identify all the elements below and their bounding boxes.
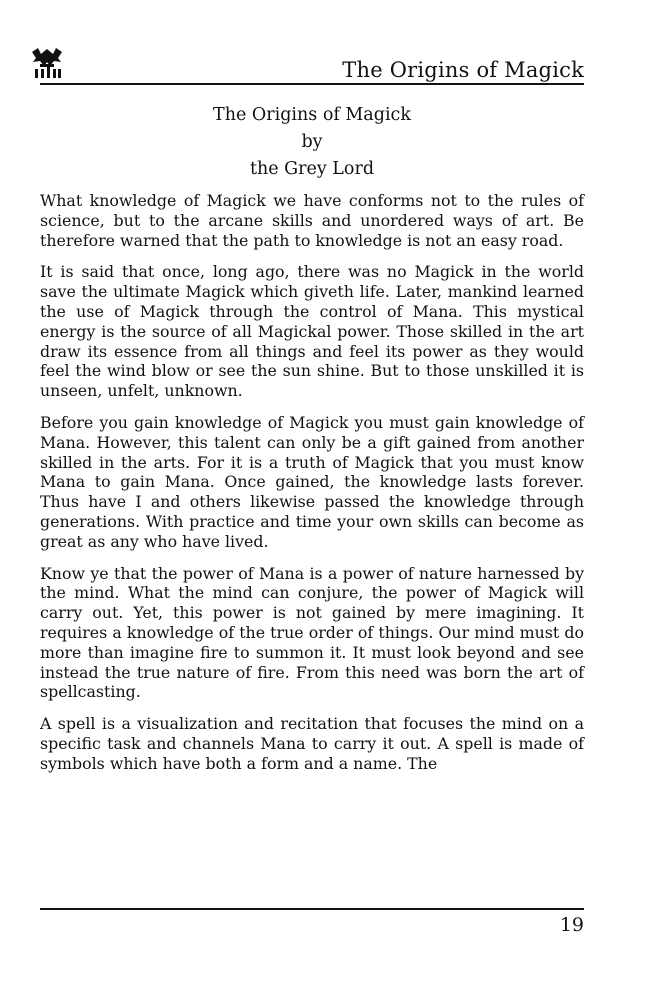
title-block: [40, 104, 584, 185]
paragraph: Before you gain knowledge of Magick you must gain knowledge of Mana. However, this talent can only be a gift gained from another skilled in the arts. For it is a truth of Magick that you must know Mana to gain Mana. Once gained, the knowledge lasts forever. Thus have I and others likewise passed the knowledge through generations. With practice and time your own skills can become as great as any who have lived.: [40, 412, 584, 551]
paragraph: A spell is a visualization and recitation that focuses the mind on a specific task and channels Mana to carry it out. A spell is made of symbols which have both a form and a name. The: [40, 714, 584, 773]
author-name: the Grey Lord: [249, 159, 375, 179]
footer-rule: [40, 908, 584, 910]
running-title: The Origins of Magick: [342, 58, 584, 82]
paragraph: What knowledge of Magick we have conforms not to the rules of science, but to the arcane skills and unordered ways of art. Be therefore warned that the path to knowledge is not an easy road.: [40, 191, 584, 250]
byline-by: by: [301, 132, 323, 152]
paragraph: It is said that once, long ago, there was no Magick in the world save the ultimate Magick which giveth life. Later, mankind learned the use of Magick through the control of Mana. This mystical energy is the source of all Magickal power. Those skilled in the art draw its essence from all things and feel its power as they would feel the wind blow or see the sun shine. But to those unskilled it is unseen, unfelt, unknown.: [40, 262, 584, 401]
article-title: The Origins of Magick: [213, 105, 411, 125]
paragraph: Know ye that the power of Mana is a power of nature harnessed by the mind. What the mind can conjure, the power of Magick will carry out. Yet, this power is not gained by mere imagining. It requires a knowledge of the true order of things. Our mind must do more than imagine fire to summon it. It must look beyond and see instead the true nature of fire. From this need was born the art of spellcasting.: [40, 563, 584, 702]
header-rule: [40, 83, 584, 85]
body-text: [40, 191, 584, 786]
ornamental-emblem-icon: [30, 46, 64, 80]
page-number: 19: [559, 914, 584, 936]
